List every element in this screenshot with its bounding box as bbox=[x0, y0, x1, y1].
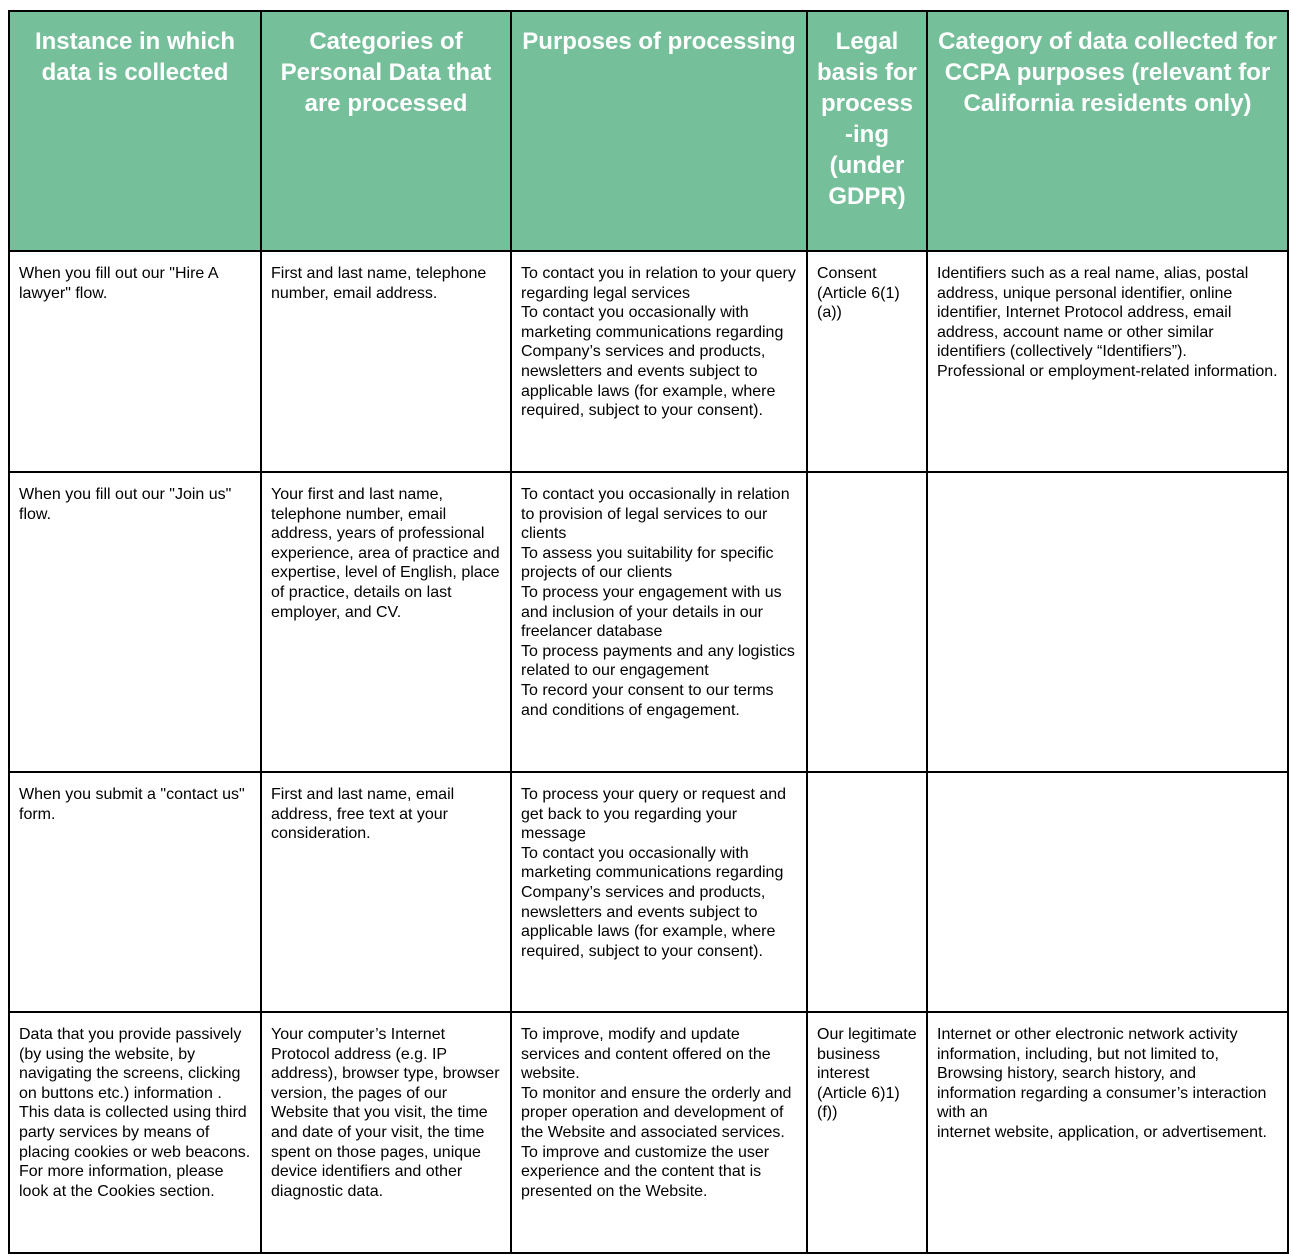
header-row bbox=[9, 11, 1288, 251]
purposes-cell bbox=[511, 251, 807, 472]
legal-basis-cell bbox=[807, 472, 927, 772]
ccpa-line: Internet or other electronic network activity information, including, but not limited to, Browsing history, search history, and information regarding a consumer’s interaction with an bbox=[937, 1026, 1267, 1122]
header-ccpa: Category of data collected for CCPA purposes (relevant for California residents only) bbox=[927, 11, 1288, 251]
ccpa-line: Professional or employment-related information. bbox=[937, 362, 1278, 380]
purpose-line: To process your query or request and get back to you regarding your message bbox=[521, 786, 787, 843]
table-row bbox=[9, 251, 1288, 472]
instance-cell: When you submit a "contact us" form. bbox=[9, 772, 261, 1012]
instance-cell: When you fill out our "Join us" flow. bbox=[9, 472, 261, 772]
purpose-line: To record your consent to our terms and conditions of engagement. bbox=[521, 681, 774, 719]
data-processing-table bbox=[8, 10, 1289, 1254]
ccpa-line: Identifiers such as a real name, alias, postal address, unique personal identifier, online identifier, Internet Protocol address, email address, account name or other similar identifiers (collectively “Identifiers”). bbox=[937, 265, 1249, 361]
purpose-line: To process payments and any logistics related to our engagement bbox=[521, 642, 795, 680]
ccpa-cell bbox=[927, 1012, 1288, 1253]
ccpa-cell bbox=[927, 251, 1288, 472]
purpose-line: To contact you occasionally in relation to provision of legal services to our clients bbox=[521, 486, 790, 543]
purpose-line: To assess you suitability for specific projects of our clients bbox=[521, 544, 774, 582]
ccpa-cell bbox=[927, 472, 1288, 772]
instance-cell: Data that you provide passively (by using the website, by navigating the screens, clicking on buttons etc.) information . This data is collected using third party services by means of placing cookies or web beacons. For more information, please look at the Cookies section. bbox=[9, 1012, 261, 1253]
categories-cell: First and last name, telephone number, email address. bbox=[261, 251, 511, 472]
ccpa-line: internet website, application, or advertisement. bbox=[937, 1123, 1267, 1141]
purpose-line: To improve and customize the user experience and the content that is presented on the Website. bbox=[521, 1143, 770, 1200]
header-legal-basis: Legal basis for process -ing (under GDPR) bbox=[807, 11, 927, 251]
purposes-cell bbox=[511, 772, 807, 1012]
purpose-line: To process your engagement with us and inclusion of your details in our freelancer database bbox=[521, 583, 782, 641]
header-instance: Instance in which data is collected bbox=[9, 11, 261, 251]
instance-cell: When you fill out our "Hire A lawyer" flow. bbox=[9, 251, 261, 472]
purposes-cell bbox=[511, 1012, 807, 1253]
purpose-line: To contact you occasionally with marketing communications regarding Company’s services and products, newsletters and events subject to applicable laws (for example, where required, subject to your consent). bbox=[521, 844, 784, 960]
purposes-cell bbox=[511, 472, 807, 772]
legal-basis-cell bbox=[807, 772, 927, 1012]
categories-cell: Your first and last name, telephone number, email address, years of professional experience, area of practice and expertise, level of English, place of practice, details on last employer, and CV. bbox=[261, 472, 511, 772]
purpose-line: To monitor and ensure the orderly and proper operation and development of the Website and associated services. bbox=[521, 1084, 792, 1141]
categories-cell: Your computer’s Internet Protocol address (e.g. IP address), browser type, browser version, the pages of our Website that you visit, the time and date of your visit, the time spent on those pages, unique device identifiers and other diagnostic data. bbox=[261, 1012, 511, 1253]
purpose-line: To contact you occasionally with marketing communications regarding Company’s services and products, newsletters and events subject to applicable laws (for example, where required, subject to your consent). bbox=[521, 304, 784, 420]
legal-basis-cell: Consent (Article 6(1)(a)) bbox=[807, 251, 927, 472]
table-row bbox=[9, 772, 1288, 1012]
ccpa-cell bbox=[927, 772, 1288, 1012]
header-categories: Categories of Personal Data that are processed bbox=[261, 11, 511, 251]
table-row bbox=[9, 1012, 1288, 1253]
legal-basis-cell: Our legitimate business interest (Article 6)1)(f)) bbox=[807, 1012, 927, 1253]
table-row bbox=[9, 472, 1288, 772]
purpose-line: To improve, modify and update services and content offered on the website. bbox=[521, 1026, 771, 1083]
header-purposes: Purposes of processing bbox=[511, 11, 807, 251]
categories-cell: First and last name, email address, free text at your consideration. bbox=[261, 772, 511, 1012]
purpose-line: To contact you in relation to your query regarding legal services bbox=[521, 265, 796, 302]
